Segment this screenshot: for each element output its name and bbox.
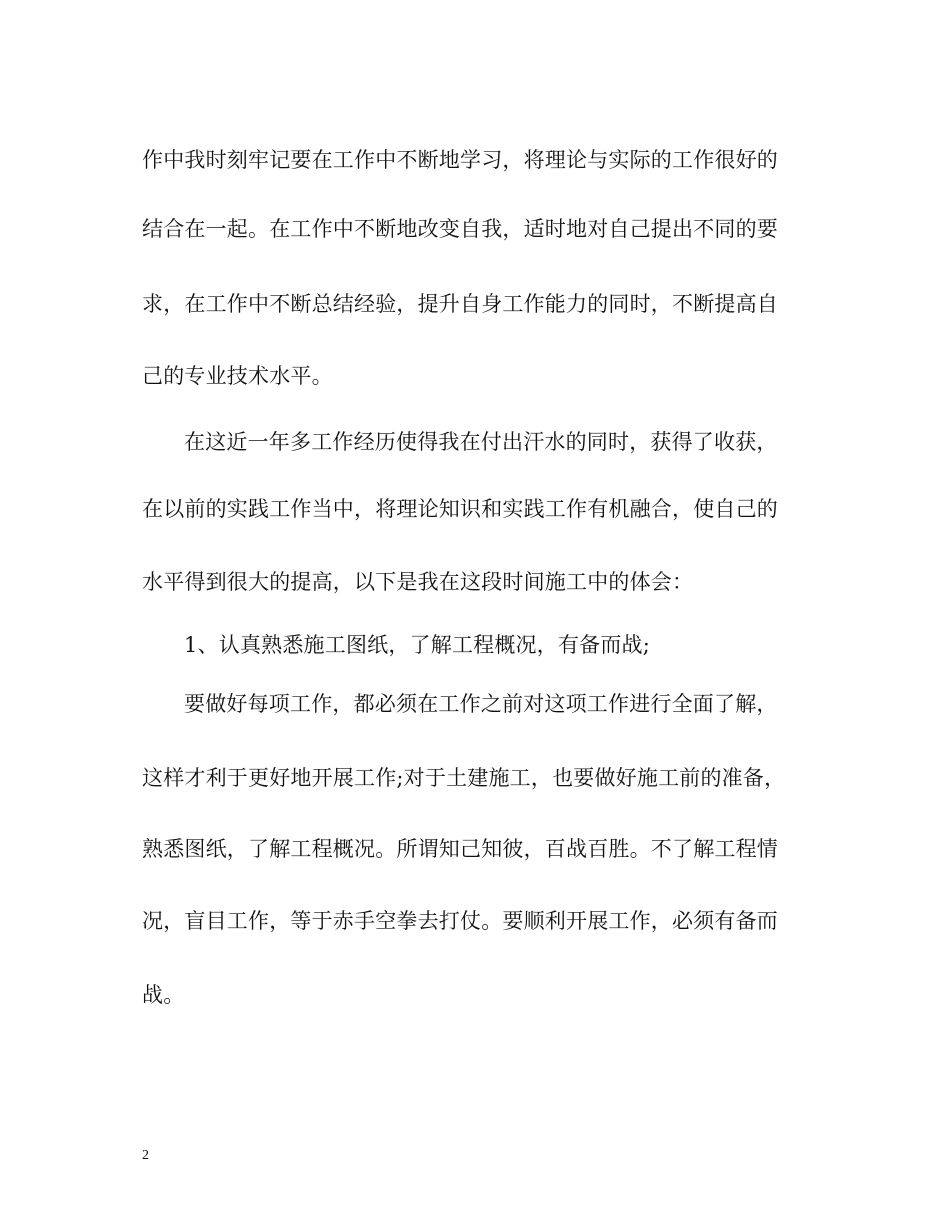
text-line: 在以前的实践工作当中，将理论知识和实践工作有机融合，使自己的	[142, 497, 778, 521]
text-line: 这样才利于更好地开展工作;对于土建施工，也要做好施工前的准备，	[142, 766, 786, 790]
text-line: 求，在工作中不断总结经验，提升自身工作能力的同时，不断提高自	[142, 292, 778, 316]
text-line: 熟悉图纸，了解工程概况。所谓知己知彼，百战百胜。不了解工程情	[142, 837, 778, 861]
text-line: 战。	[142, 983, 185, 1007]
paragraph-first-line: 在这近一年多工作经历使得我在付出汗水的同时，获得了收获，	[184, 430, 778, 454]
numbered-heading: 1、认真熟悉施工图纸，了解工程概况，有备而战;	[184, 633, 651, 657]
page-number: 2	[142, 1148, 149, 1163]
text-line: 水平得到很大的提高，以下是我在这段时间施工中的体会：	[142, 570, 694, 594]
text-line: 结合在一起。在工作中不断地改变自我，适时地对自己提出不同的要	[142, 217, 778, 241]
text-line: 况，盲目工作，等于赤手空拳去打仗。要顺利开展工作，必须有备而	[142, 909, 778, 933]
text-line: 作中我时刻牢记要在工作中不断地学习，将理论与实际的工作很好的	[142, 148, 778, 172]
paragraph-first-line: 要做好每项工作，都必须在工作之前对这项工作进行全面了解，	[184, 692, 778, 716]
text-line: 己的专业技术水平。	[142, 364, 333, 388]
